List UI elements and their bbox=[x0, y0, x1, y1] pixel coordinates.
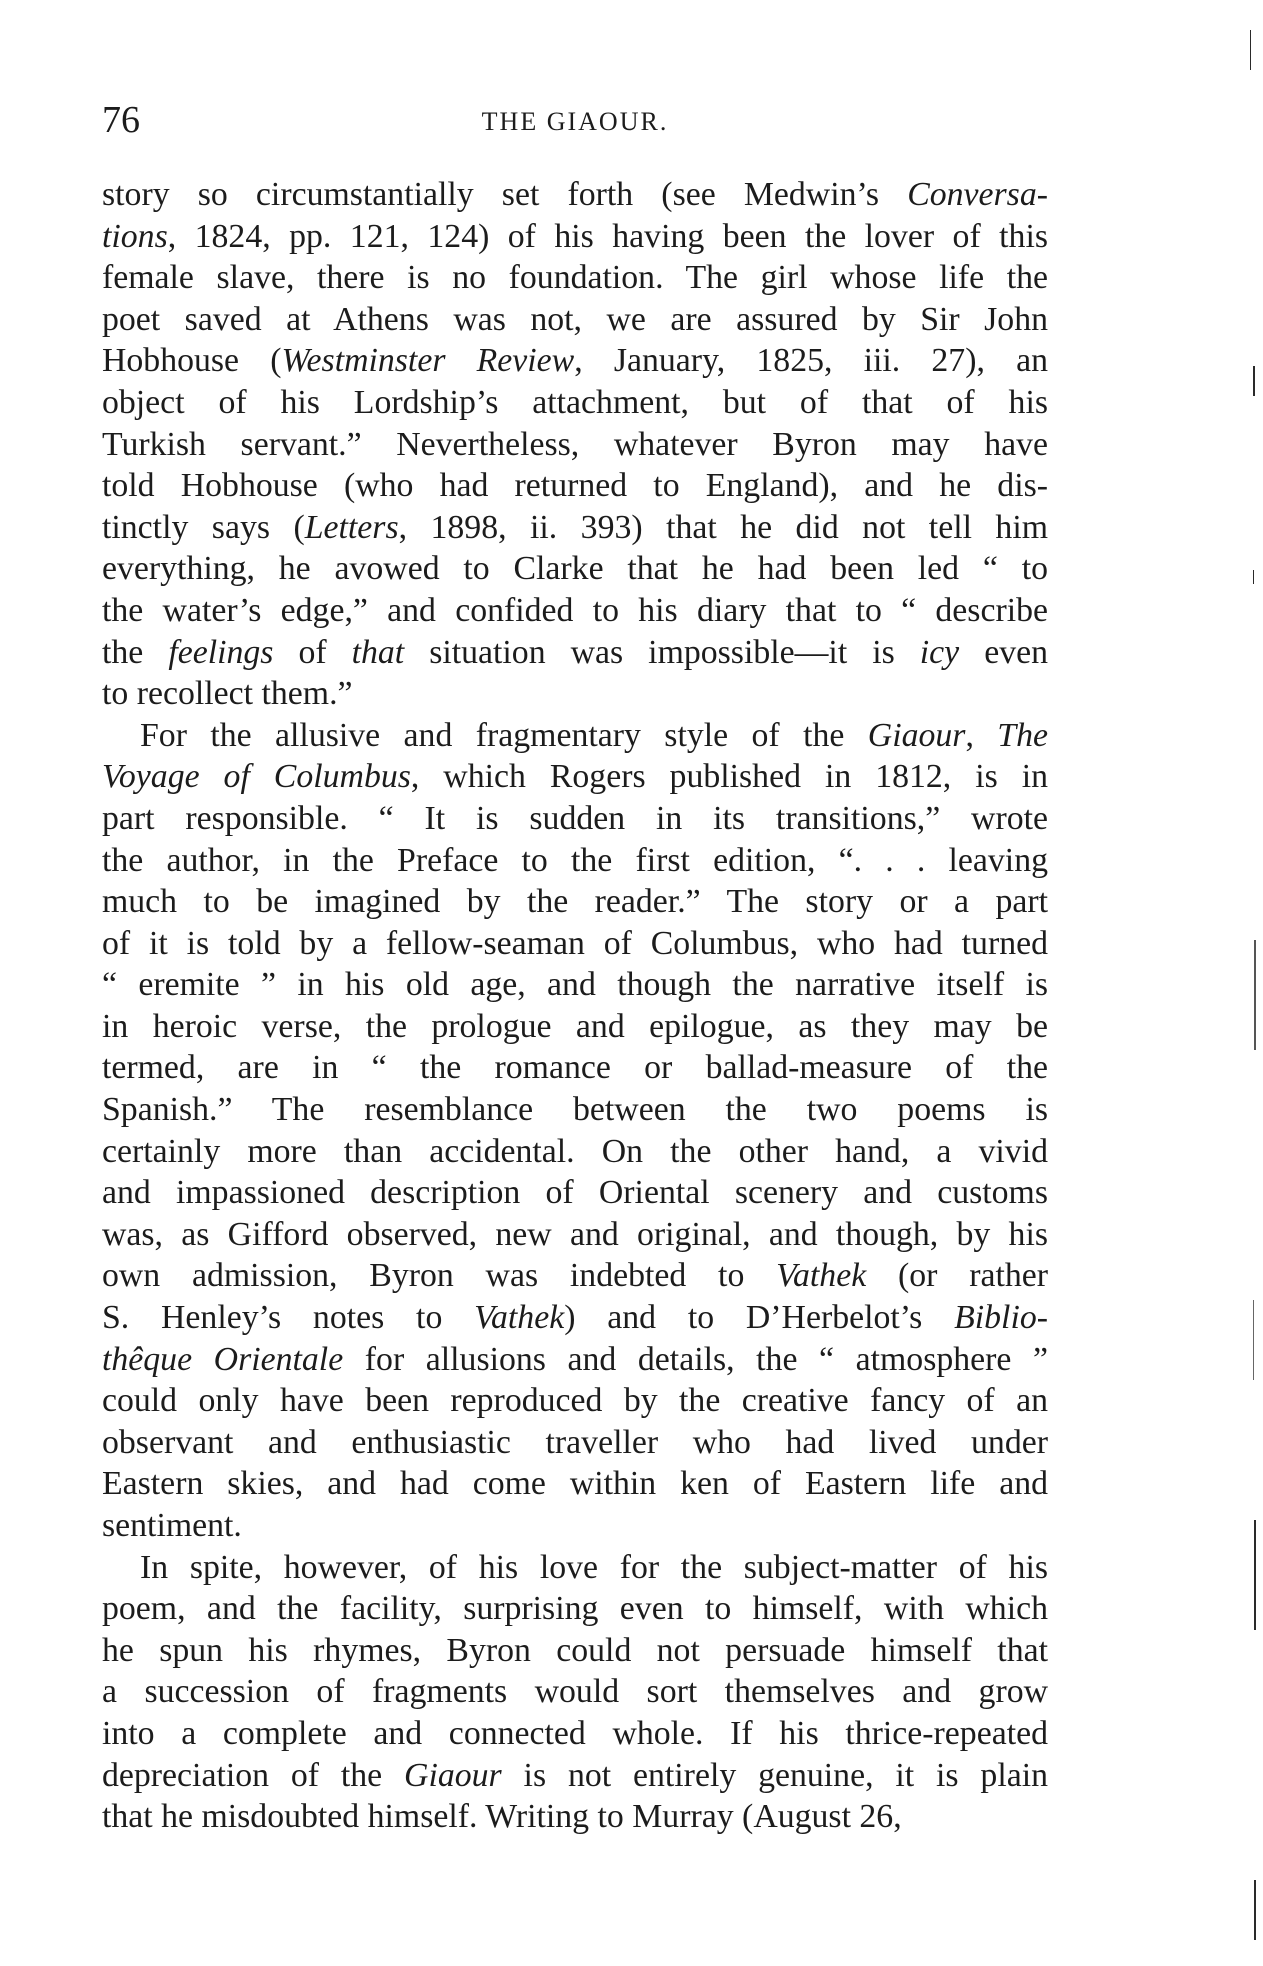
text-run: that he misdoubted himself. Writing to Murray (August 26, bbox=[102, 1798, 902, 1836]
text-run: ) and to D’Herbelot’s bbox=[564, 1299, 955, 1337]
text-line bbox=[102, 1297, 1048, 1339]
text-line bbox=[102, 1255, 1048, 1297]
text-line bbox=[102, 174, 1048, 216]
text-run: to recollect them.” bbox=[102, 675, 353, 713]
italic-text: feelings bbox=[168, 633, 274, 671]
text-run: In spite, however, of his love for the subject-matter of his bbox=[140, 1548, 1048, 1586]
text-run: the author, in the Preface to the first edition, “. . . leaving bbox=[102, 841, 1048, 879]
scan-edge-mark bbox=[1253, 1300, 1254, 1380]
text-line bbox=[102, 1131, 1048, 1173]
text-run: , bbox=[965, 716, 998, 754]
text-run: everything, he avowed to Clarke that he had been led “ to bbox=[102, 550, 1048, 588]
text-run: story so circumstantially set forth (see Medwin’s bbox=[102, 176, 908, 213]
scan-edge-mark bbox=[1250, 30, 1251, 70]
text-run: part responsible. “ It is sudden in its transitions,” wrote bbox=[102, 799, 1048, 837]
text-run: , 1898, ii. 393) that he did not tell him bbox=[398, 508, 1048, 546]
text-run: was, as Gifford observed, new and original, and though, by his bbox=[102, 1215, 1048, 1253]
text-run: , which Rogers published in 1812, is in bbox=[410, 758, 1048, 796]
text-line bbox=[102, 1089, 1048, 1131]
text-line bbox=[102, 382, 1048, 424]
italic-text: Westminster Review bbox=[281, 342, 575, 380]
text-run: termed, are in “ the romance or ballad-measure of the bbox=[102, 1049, 1048, 1087]
text-run: into a complete and connected whole. If his thrice-repeated bbox=[102, 1714, 1048, 1752]
text-run: certainly more than accidental. On the other hand, a vivid bbox=[102, 1132, 1048, 1170]
text-line bbox=[102, 465, 1048, 507]
text-line bbox=[102, 216, 1048, 258]
text-line bbox=[102, 964, 1048, 1006]
text-run: , 1824, pp. 121, 124) of his having been the lover of this bbox=[167, 217, 1048, 255]
text-line bbox=[102, 1713, 1048, 1755]
text-line bbox=[102, 632, 1048, 674]
text-line bbox=[102, 1505, 1048, 1547]
text-run: (or rather bbox=[866, 1257, 1048, 1295]
paragraph bbox=[102, 715, 1048, 1547]
scan-edge-mark bbox=[1254, 940, 1256, 1050]
text-run: for allusions and details, the “ atmosphere ” bbox=[343, 1340, 1048, 1378]
text-run: a succession of fragments would sort themselves and grow bbox=[102, 1673, 1048, 1711]
italic-text: Giaour bbox=[404, 1756, 502, 1794]
text-run: even bbox=[959, 633, 1048, 671]
text-run: , January, 1825, iii. 27), an bbox=[574, 342, 1048, 380]
text-run: situation was impossible—it is bbox=[404, 633, 920, 671]
text-run: poem, and the facility, surprising even to himself, with which bbox=[102, 1590, 1048, 1628]
text-run: Turkish servant.” Nevertheless, whatever Byron may have bbox=[102, 425, 1048, 463]
text-line bbox=[102, 1630, 1048, 1672]
italic-text: that bbox=[351, 633, 405, 671]
text-line bbox=[102, 424, 1048, 466]
italic-text: Voyage of Columbus bbox=[102, 758, 411, 796]
text-line bbox=[102, 756, 1048, 798]
scan-edge-mark bbox=[1253, 366, 1255, 396]
text-run: told Hobhouse (who had returned to England), and he dis- bbox=[102, 467, 1048, 505]
text-line bbox=[102, 1588, 1048, 1630]
text-run: S. Henley’s notes to bbox=[102, 1299, 475, 1337]
text-run: could only have been reproduced by the creative fancy of an bbox=[102, 1382, 1048, 1420]
text-line bbox=[102, 881, 1048, 923]
text-line bbox=[102, 548, 1048, 590]
text-run: in heroic verse, the prologue and epilogue, as they may be bbox=[102, 1007, 1048, 1045]
italic-text: icy bbox=[919, 633, 960, 671]
text-run: own admission, Byron was indebted to bbox=[102, 1257, 777, 1295]
italic-text: Biblio- bbox=[954, 1299, 1048, 1337]
paragraph bbox=[102, 1547, 1048, 1838]
text-run: Hobhouse ( bbox=[102, 342, 282, 380]
running-head bbox=[102, 96, 1048, 144]
italic-text: The bbox=[997, 716, 1048, 754]
italic-text: Giaour bbox=[867, 716, 966, 754]
text-run: poet saved at Athens was not, we are assured by Sir John bbox=[102, 300, 1048, 338]
text-run: depreciation of the bbox=[102, 1756, 405, 1794]
text-line bbox=[102, 299, 1048, 341]
text-run: of it is told by a fellow-seaman of Columbus, who had turned bbox=[102, 924, 1048, 962]
text-line bbox=[102, 507, 1048, 549]
text-line bbox=[102, 1422, 1048, 1464]
text-line bbox=[102, 1755, 1048, 1797]
text-run: sentiment. bbox=[102, 1507, 242, 1544]
text-line bbox=[102, 1047, 1048, 1089]
scan-edge-mark bbox=[1254, 1520, 1256, 1630]
italic-text: Vathek bbox=[776, 1257, 867, 1295]
text-line bbox=[102, 1006, 1048, 1048]
text-line bbox=[102, 257, 1048, 299]
text-run: female slave, there is no foundation. The girl whose life the bbox=[102, 259, 1048, 297]
text-line bbox=[102, 1339, 1048, 1381]
text-line bbox=[102, 1547, 1048, 1589]
text-run: he spun his rhymes, Byron could not persuade himself that bbox=[102, 1631, 1048, 1669]
text-run: the water’s edge,” and confided to his diary that to “ describe bbox=[102, 591, 1048, 629]
italic-text: Conversa- bbox=[907, 176, 1048, 213]
text-run: observant and enthusiastic traveller who had lived under bbox=[102, 1423, 1048, 1461]
text-line bbox=[102, 923, 1048, 965]
text-run: For the allusive and fragmentary style of the bbox=[140, 716, 868, 754]
text-line bbox=[102, 1214, 1048, 1256]
text-run: of bbox=[273, 633, 352, 671]
text-line bbox=[102, 673, 1048, 715]
paragraph bbox=[102, 174, 1048, 715]
italic-text: Vathek bbox=[474, 1299, 565, 1337]
text-run: the bbox=[102, 633, 169, 671]
text-line bbox=[102, 1463, 1048, 1505]
text-line bbox=[102, 1172, 1048, 1214]
text-line bbox=[102, 798, 1048, 840]
text-run: tinctly says ( bbox=[102, 508, 305, 546]
text-line bbox=[102, 715, 1048, 757]
page-number: 76 bbox=[102, 99, 140, 141]
text-line bbox=[102, 1796, 1048, 1838]
text-run: “ eremite ” in his old age, and though the narrative itself is bbox=[102, 966, 1048, 1004]
text-run: Spanish.” The resemblance between the two poems is bbox=[102, 1091, 1048, 1129]
italic-text: tions bbox=[102, 217, 168, 255]
text-line bbox=[102, 1380, 1048, 1422]
text-line bbox=[102, 840, 1048, 882]
text-run: is not entirely genuine, it is plain bbox=[501, 1756, 1048, 1794]
text-run: much to be imagined by the reader.” The story or a part bbox=[102, 883, 1048, 921]
running-title: THE GIAOUR. bbox=[481, 107, 669, 136]
body-text bbox=[102, 174, 1048, 1838]
text-line bbox=[102, 1671, 1048, 1713]
scan-edge-mark bbox=[1253, 570, 1254, 584]
text-run: Eastern skies, and had come within ken of Eastern life and bbox=[102, 1465, 1048, 1503]
text-line bbox=[102, 340, 1048, 382]
text-run: object of his Lordship’s attachment, but of that of his bbox=[102, 383, 1048, 421]
italic-text: Letters bbox=[304, 508, 399, 546]
text-run: and impassioned description of Oriental scenery and customs bbox=[102, 1174, 1048, 1212]
scan-edge-mark bbox=[1254, 1880, 1256, 1940]
italic-text: thêque Orientale bbox=[102, 1340, 344, 1378]
text-line bbox=[102, 590, 1048, 632]
